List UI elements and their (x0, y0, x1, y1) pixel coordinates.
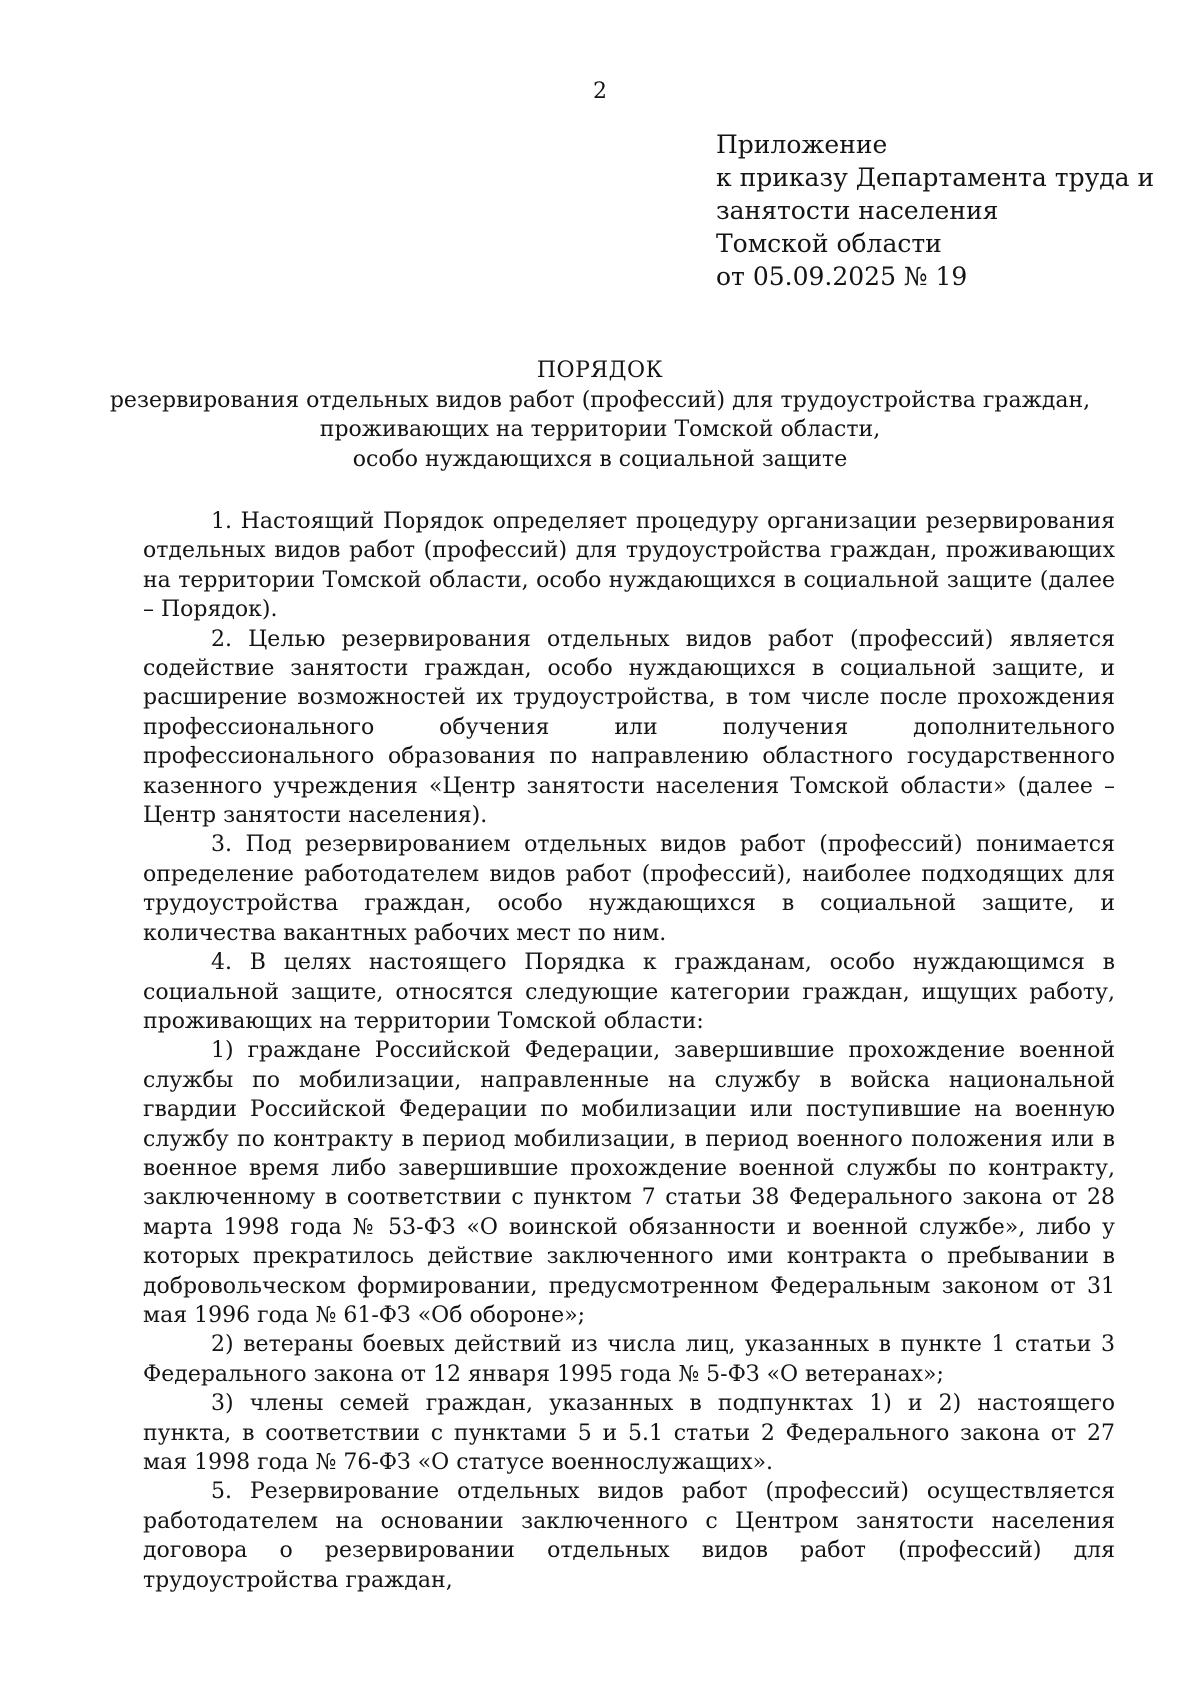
document-title: ПОРЯДОК (536, 358, 664, 383)
document-body (143, 507, 1115, 1595)
document-subtitle-line: особо нуждающихся в социальной защите (352, 446, 848, 472)
appendix-line: Томской области (716, 229, 942, 258)
paragraph-3: 3. Под резервированием отдельных видов работ (профессий) понимается определение работодателем видов работ (профессий), наиболее подходящих для трудоустройства граждан, особо нуждающихся в социальной защите, и количества вакантных рабочих мест по ним. (143, 832, 1115, 946)
appendix-line: занятости населения (716, 196, 999, 225)
subparagraph-4-3: 3) члены семей граждан, указанных в подпунктах 1) и 2) настоящего пункта, в соответствии с пунктами 5 и 5.1 статьи 2 Федерального закона от 27 мая 1998 года № 76-ФЗ «О статусе военнослужащих». (143, 1391, 1115, 1475)
subparagraph-4-2: 2) ветераны боевых действий из числа лиц, указанных в пункте 1 статьи 3 Федерального закона от 12 января 1995 года № 5-ФЗ «О ветеранах»; (143, 1332, 1115, 1387)
document-title-block (0, 356, 1200, 474)
appendix-line: от 05.09.2025 № 19 (716, 262, 968, 291)
paragraph-2: 2. Целью резервирования отдельных видов работ (профессий) является содействие занятости граждан, особо нуждающихся в социальной защите, и расширение возможностей их трудоустройства, в том числе после прохождения профессионального обучения или получения дополнительного профессионального образования по направлению областного государственного казенного учреждения «Центр занятости населения Томской области» (далее – Центр занятости населения). (143, 626, 1115, 829)
paragraph-5: 5. Резервирование отдельных видов работ (профессий) осуществляется работодателем на основании заключенного с Центром занятости населения договора о резервировании отдельных видов работ (профессий) для трудоустройства граждан, (143, 1479, 1115, 1593)
paragraph-4: 4. В целях настоящего Порядка к гражданам, особо нуждающимся в социальной защите, относятся следующие категории граждан, ищущих работу, проживающих на территории Томской области: (143, 950, 1115, 1034)
appendix-line: к приказу Департамента труда и (716, 163, 1155, 192)
document-subtitle-line: проживающих на территории Томской области, (319, 417, 881, 442)
appendix-line: Приложение (716, 130, 888, 159)
appendix-block (716, 128, 1155, 293)
page-number: 2 (593, 79, 607, 104)
document-subtitle-line: резервирования отдельных видов работ (профессий) для трудоустройства граждан, (109, 387, 1091, 413)
subparagraph-4-1: 1) граждане Российской Федерации, завершившие прохождение военной службы по мобилизации, направленные на службу в войска национальной гвардии Российской Федерации по мобилизации или поступившие на военную службу по контракту в период мобилизации, в период военного положения или в военное время либо завершившие прохождение военной службы по контракту, заключенному в соответствии с пунктом 7 статьи 38 Федерального закона от 28 марта 1998 года № 53-ФЗ «О воинской обязанности и военной службе», либо у которых прекратилось действие заключенного ими контракта о пребывании в добровольческом формировании, предусмотренном Федеральным законом от 31 мая 1996 года № 61-ФЗ «Об обороне»; (143, 1038, 1115, 1328)
paragraph-1: 1. Настоящий Порядок определяет процедуру организации резервирования отдельных видов работ (профессий) для трудоустройства граждан, проживающих на территории Томской области, особо нуждающихся в социальной защите (далее – Порядок). (143, 509, 1115, 623)
